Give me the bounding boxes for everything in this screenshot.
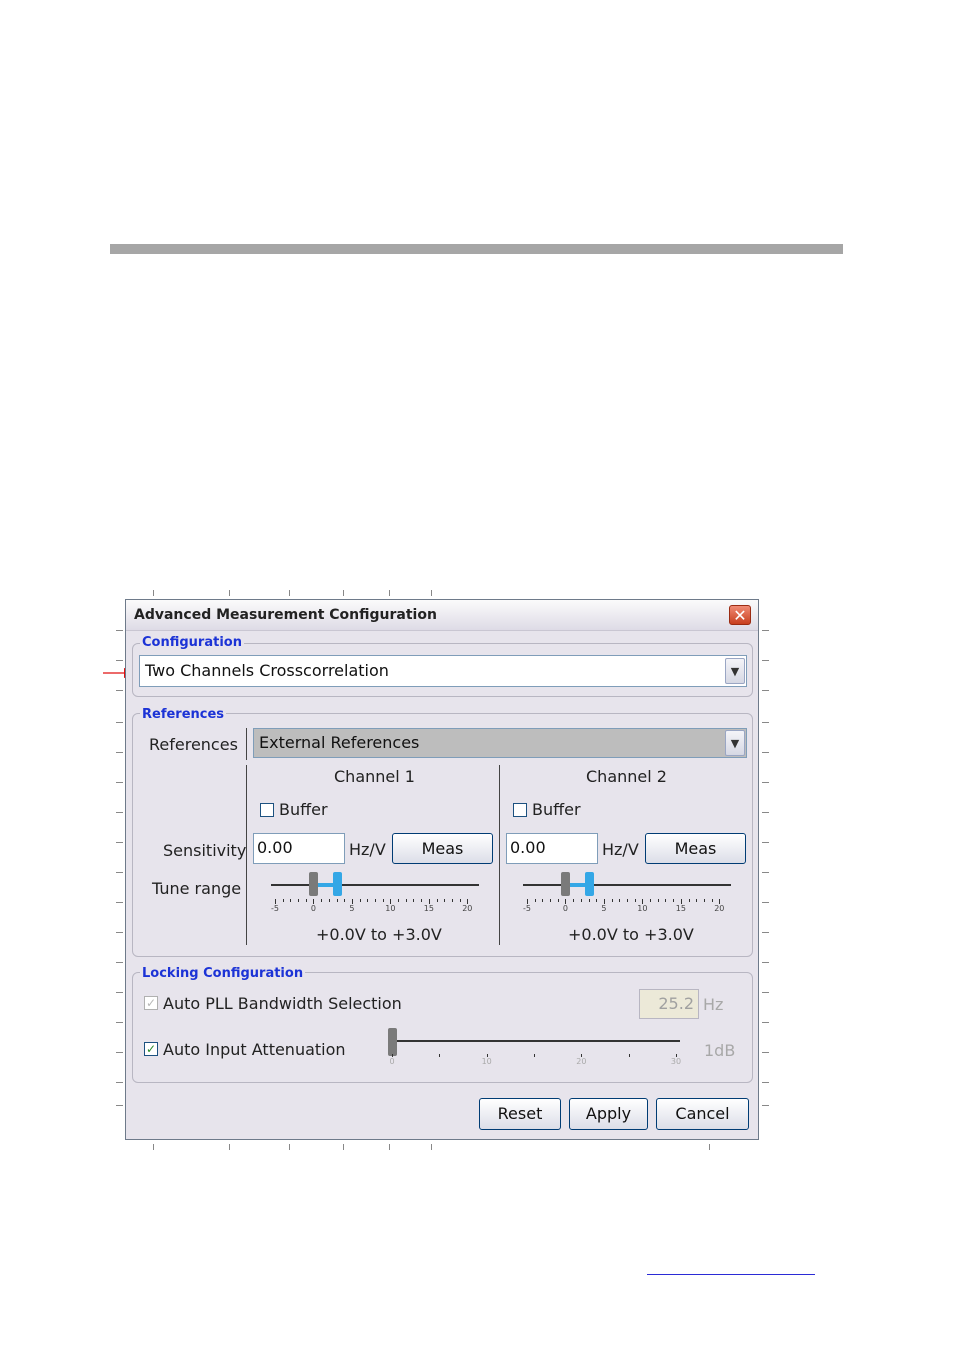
slider-high-thumb[interactable]: [585, 872, 594, 896]
sensitivity-label: Sensitivity: [163, 841, 247, 860]
slider-track: [271, 884, 479, 886]
reset-button[interactable]: Reset: [479, 1098, 561, 1130]
channel-2-buffer-label: Buffer: [532, 800, 581, 819]
references-group-label: References: [142, 707, 225, 722]
channel-2-meas-button[interactable]: Meas: [645, 833, 746, 864]
slider-low-thumb[interactable]: [309, 872, 318, 896]
slider-tick: [573, 899, 574, 902]
slider-tick-label: 5: [349, 904, 355, 913]
slider-tick: [337, 899, 338, 902]
slider-tick: [589, 899, 590, 902]
channel-1-meas-button[interactable]: Meas: [392, 833, 493, 864]
slider-tick-label: -5: [271, 904, 279, 913]
slider-tick: [712, 899, 713, 902]
slider-tick: [542, 899, 543, 902]
slider-tick-label: 15: [675, 904, 686, 913]
channel-1-buffer-checkbox[interactable]: [260, 803, 274, 817]
slider-tick: [550, 899, 551, 902]
slider-tick: [383, 899, 384, 902]
slider-tick: [696, 899, 697, 902]
channel-1-title: Channel 1: [334, 767, 415, 786]
slider-tick: [558, 899, 559, 902]
channel-1-sensitivity-input[interactable]: 0.00: [253, 833, 345, 864]
slider-tick: [629, 1054, 630, 1057]
slider-tick: [439, 1054, 440, 1057]
slider-tick: [596, 899, 597, 902]
references-label: References: [149, 735, 238, 754]
slider-tick-label: 0: [562, 904, 568, 913]
slider-tick: [627, 899, 628, 902]
slider-tick-label: 15: [423, 904, 434, 913]
slider-tick: [413, 899, 414, 902]
locking-configuration-group-label: Locking Configuration: [142, 966, 304, 981]
title-bar: [126, 600, 758, 631]
channel-2-range-text: +0.0V to +3.0V: [568, 925, 694, 944]
attenuation-slider[interactable]: [388, 1026, 688, 1066]
slider-tick: [444, 899, 445, 902]
references-divider: [246, 728, 247, 760]
attenuation-value: 1dB: [704, 1041, 736, 1060]
close-icon[interactable]: ✕: [729, 605, 751, 625]
channel-2-buffer-checkbox[interactable]: [513, 803, 527, 817]
slider-tick: [658, 899, 659, 902]
slider-low-thumb[interactable]: [561, 872, 570, 896]
slider-track: [523, 884, 731, 886]
slider-tick: [581, 899, 582, 902]
auto-input-attenuation-label: Auto Input Attenuation: [163, 1040, 346, 1059]
channel-divider: [499, 765, 500, 945]
slider-tick: [367, 899, 368, 902]
slider-tick: [619, 899, 620, 902]
slider-tick-label: 5: [601, 904, 607, 913]
slider-tick: [673, 899, 674, 902]
slider-tick: [437, 899, 438, 902]
slider-tick: [612, 899, 613, 902]
slider-tick-label: 0: [389, 1057, 395, 1066]
auto-input-attenuation-checkbox[interactable]: ✓: [145, 1042, 157, 1056]
slider-tick: [344, 899, 345, 902]
configuration-select-value: Two Channels Crosscorrelation: [145, 661, 389, 680]
slider-tick: [375, 899, 376, 902]
chevron-down-icon[interactable]: ▼: [725, 730, 745, 756]
channel-1-range-text: +0.0V to +3.0V: [316, 925, 442, 944]
slider-tick: [534, 1054, 535, 1057]
slider-tick-label: 10: [481, 1057, 492, 1066]
slider-tick-label: -5: [523, 904, 531, 913]
slider-tick-label: 20: [714, 904, 725, 913]
slider-tick: [306, 899, 307, 902]
slider-tick: [360, 899, 361, 902]
channel-2-title: Channel 2: [586, 767, 667, 786]
slider-tick: [421, 899, 422, 902]
slider-tick: [704, 899, 705, 902]
slider-tick-label: 20: [462, 904, 473, 913]
slider-tick: [635, 899, 636, 902]
label-column-divider: [246, 765, 247, 945]
slider-tick: [406, 899, 407, 902]
slider-thumb[interactable]: [388, 1028, 397, 1056]
slider-tick: [283, 899, 284, 902]
advanced-measurement-dialog: [125, 599, 759, 1140]
auto-pll-label: Auto PLL Bandwidth Selection: [163, 994, 402, 1013]
slider-tick: [329, 899, 330, 902]
tune-range-label: Tune range: [152, 879, 242, 898]
chevron-down-icon[interactable]: ▼: [725, 658, 745, 684]
channel-1-unit: Hz/V: [349, 840, 386, 859]
slider-tick: [665, 899, 666, 902]
apply-button[interactable]: Apply: [569, 1098, 648, 1130]
channel-1-buffer-label: Buffer: [279, 800, 328, 819]
bandwidth-input[interactable]: 25.2: [639, 989, 699, 1019]
channel-2-tune-range-slider[interactable]: [523, 872, 731, 912]
slider-tick: [298, 899, 299, 902]
slider-tick-label: 0: [310, 904, 316, 913]
configuration-group-label: Configuration: [142, 635, 242, 650]
slider-tick: [398, 899, 399, 902]
slider-tick-label: 30: [670, 1057, 682, 1066]
references-select-value: External References: [259, 733, 420, 752]
slider-tick: [650, 899, 651, 902]
auto-pll-checkbox[interactable]: ✓: [145, 996, 157, 1010]
slider-track: [388, 1040, 680, 1042]
slider-high-thumb[interactable]: [333, 872, 342, 896]
slider-tick: [290, 899, 291, 902]
references-select[interactable]: [253, 728, 747, 758]
channel-2-unit: Hz/V: [602, 840, 639, 859]
cancel-button[interactable]: Cancel: [656, 1098, 749, 1130]
dialog-title: Advanced Measurement Configuration: [134, 607, 437, 623]
slider-tick-label: 10: [637, 904, 648, 913]
slider-tick: [452, 899, 453, 902]
channel-1-tune-range-slider[interactable]: [271, 872, 479, 912]
configuration-select[interactable]: [139, 655, 747, 687]
slider-tick-label: 20: [576, 1057, 587, 1066]
bandwidth-unit: Hz: [703, 995, 724, 1014]
slider-tick-label: 10: [385, 904, 396, 913]
channel-2-sensitivity-input[interactable]: 0.00: [506, 833, 598, 864]
slider-tick: [321, 899, 322, 902]
slider-tick: [535, 899, 536, 902]
slider-tick: [689, 899, 690, 902]
slider-tick: [460, 899, 461, 902]
